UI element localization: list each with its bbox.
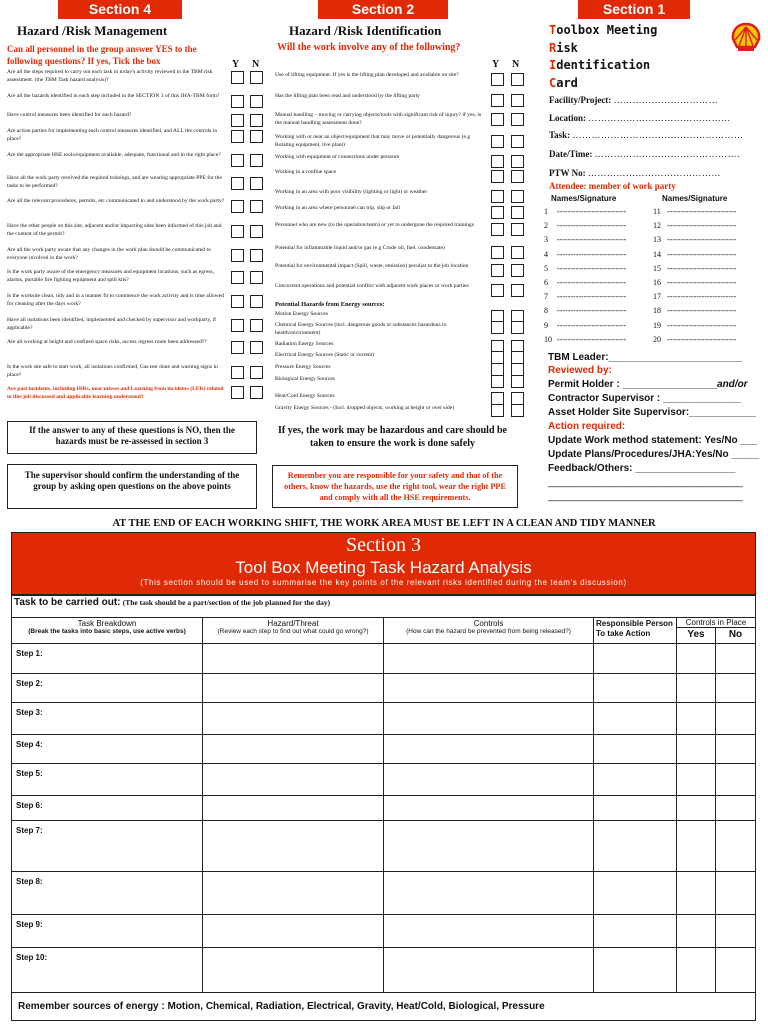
- s4-question-7: Are all the relevant procedures, permits, etc communicated to and understood by the work party?: [7, 198, 225, 204]
- step-4-yes-cell[interactable]: [677, 735, 716, 764]
- col-no-label: No: [728, 629, 743, 640]
- step-7-responsible-cell[interactable]: [594, 821, 677, 872]
- step-9-yes-cell[interactable]: [677, 915, 716, 948]
- step-label-9: Step 9:: [12, 915, 203, 948]
- task-label: Task to be carried out:: [14, 597, 121, 608]
- s4-yes-checkbox-1[interactable]: [231, 71, 244, 84]
- s4-no-checkbox-10[interactable]: [250, 271, 263, 284]
- s2-no-checkbox-11[interactable]: [511, 264, 524, 277]
- s4-question-5: Are the appropriate HSE tools/equipment available, adequate, functional and in the right place?: [7, 152, 221, 158]
- step-4-hazard-cell[interactable]: [203, 735, 384, 764]
- step-7-no-cell[interactable]: [716, 821, 756, 872]
- field-dots: ……………………………………….: [594, 149, 740, 159]
- section3-title: Tool Box Meeting Task Hazard Analysis: [235, 558, 532, 577]
- step-5-responsible-cell[interactable]: [594, 764, 677, 796]
- step-9-controls-cell[interactable]: [384, 915, 594, 948]
- col-controls-in-place: [677, 618, 756, 644]
- field-ptw-no[interactable]: [549, 168, 721, 178]
- step-1-responsible-cell[interactable]: [594, 644, 677, 674]
- field-dots: ………………………………………………: [572, 130, 744, 140]
- feedback-line-1: ___________________________________: [548, 477, 743, 488]
- attendee-row-5[interactable]: 5 --------------------------: [544, 263, 627, 273]
- s2-question-3: Manual handling – moving or carrying objects/tools with significant risk of injury? if yes, is the manual handling assessment done?: [275, 112, 482, 126]
- field-dots: ………………………………………: [588, 113, 731, 123]
- s2-yes-checkbox-9[interactable]: [491, 223, 504, 236]
- section2-header: Section 2: [318, 0, 448, 19]
- card-title-line-2: isk: [556, 40, 578, 55]
- attendee-row-4[interactable]: 4 --------------------------: [544, 249, 627, 259]
- step-8-no-cell[interactable]: [716, 872, 756, 915]
- s4-no-checkbox-6[interactable]: [250, 177, 263, 190]
- s2-no-checkbox-4[interactable]: [511, 135, 524, 148]
- step-row: [12, 872, 756, 915]
- s4-question-12: Have all isolations been identified, implemented and checked by supervisor and workparty, if applicable?: [7, 317, 217, 331]
- col-controls: [384, 618, 594, 644]
- step-label-1: Step 1:: [12, 644, 203, 674]
- col-controls-in-place-label: Controls in Place: [677, 618, 755, 628]
- field-location[interactable]: [549, 113, 731, 123]
- step-8-controls-cell[interactable]: [384, 872, 594, 915]
- s4-yes-checkbox-8[interactable]: [231, 225, 244, 238]
- attendee-row-15[interactable]: 15 --------------------------: [653, 263, 737, 273]
- step-10-hazard-cell[interactable]: [203, 948, 384, 993]
- s4-no-checkbox-1[interactable]: [250, 71, 263, 84]
- attendee-row-1[interactable]: 1 --------------------------: [544, 207, 627, 216]
- step-2-responsible-cell[interactable]: [594, 674, 677, 703]
- step-5-no-cell[interactable]: [716, 764, 756, 796]
- step-10-no-cell[interactable]: [716, 948, 756, 993]
- step-row: [12, 764, 756, 796]
- field-label: Location:: [549, 113, 589, 123]
- s4-question-3: Have control measures been identified for each hazard?: [7, 112, 132, 118]
- step-1-hazard-cell[interactable]: [203, 644, 384, 674]
- step-6-hazard-cell[interactable]: [203, 796, 384, 821]
- s4-question-14: Is the work site safe to start work, all isolations confirmed, Gas test done and warning signs in place?: [7, 364, 218, 378]
- step-8-yes-cell[interactable]: [677, 872, 716, 915]
- s4-question-13: Are all working at height and confined space risks, access /egress route been addressed??: [7, 339, 207, 345]
- step-6-no-cell[interactable]: [716, 796, 756, 821]
- reviewed-by: Reviewed by:: [548, 365, 612, 376]
- s4-yes-checkbox-15[interactable]: [231, 386, 244, 399]
- s4-yes-checkbox-4[interactable]: [231, 130, 244, 143]
- s2-question-11: Potential for environmental impact (Spill, waste, emission) peculiar to the job location: [275, 263, 469, 269]
- step-7-hazard-cell[interactable]: [203, 821, 384, 872]
- step-5-yes-cell[interactable]: [677, 764, 716, 796]
- energy-yes-checkbox-8[interactable]: [491, 404, 504, 417]
- s4-yes-checkbox-11[interactable]: [231, 295, 244, 308]
- s4-no-checkbox-8[interactable]: [250, 225, 263, 238]
- col-hazard-label: Hazard/Threat: [267, 619, 319, 628]
- s2-question-8: Working in an area where personnel can trip, slip or fall: [275, 205, 400, 211]
- field-date-time[interactable]: [549, 149, 740, 159]
- step-2-yes-cell[interactable]: [677, 674, 716, 703]
- s2-yes-checkbox-10[interactable]: [491, 246, 504, 259]
- section4-n-label: N: [252, 59, 260, 70]
- s4-question-8: Have the other people on this site, adjacent and/or impacting sites been informed of this job and the content of the permit?: [7, 223, 222, 237]
- s2-yes-checkbox-2[interactable]: [491, 94, 504, 107]
- step-3-hazard-cell[interactable]: [203, 703, 384, 735]
- step-label-10: Step 10:: [12, 948, 203, 993]
- field-label: Task:: [549, 130, 573, 140]
- s2-no-checkbox-12[interactable]: [511, 284, 524, 297]
- s2-yes-checkbox-6[interactable]: [491, 170, 504, 183]
- field-dots: ……………………………: [613, 95, 719, 105]
- s2-yes-checkbox-1[interactable]: [491, 73, 504, 86]
- s2-no-checkbox-3[interactable]: [511, 113, 524, 126]
- energy-footer: Remember sources of energy : Motion, Chemical, Radiation, Electrical, Gravity, Heat/Cold, Biological, Pressure: [12, 993, 756, 1021]
- s2-yes-checkbox-12[interactable]: [491, 284, 504, 297]
- s4-no-checkbox-4[interactable]: [250, 130, 263, 143]
- attendee-row-13[interactable]: 13 --------------------------: [653, 235, 737, 245]
- step-2-no-cell[interactable]: [716, 674, 756, 703]
- s4-no-checkbox-11[interactable]: [250, 295, 263, 308]
- task-analysis-table: [11, 595, 756, 1021]
- s2-yes-checkbox-4[interactable]: [491, 135, 504, 148]
- s2-no-checkbox-10[interactable]: [511, 246, 524, 259]
- field-label: Date/Time:: [549, 149, 595, 159]
- step-7-yes-cell[interactable]: [677, 821, 716, 872]
- s2-no-checkbox-1[interactable]: [511, 73, 524, 86]
- col-task-breakdown-label: Task Breakdown: [77, 619, 137, 628]
- step-row: [12, 948, 756, 993]
- task-row: [12, 596, 756, 618]
- col-task-breakdown: [12, 618, 203, 644]
- step-7-controls-cell[interactable]: [384, 821, 594, 872]
- energy-no-checkbox-6[interactable]: [511, 375, 524, 388]
- field-label: Facility/Project:: [549, 95, 614, 105]
- step-label-5: Step 5:: [12, 764, 203, 796]
- step-8-responsible-cell[interactable]: [594, 872, 677, 915]
- update-plans: Update Plans/Procedures/JHA:Yes/No _____: [548, 449, 760, 460]
- step-4-responsible-cell[interactable]: [594, 735, 677, 764]
- s4-no-checkbox-13[interactable]: [250, 341, 263, 354]
- step-label-7: Step 7:: [12, 821, 203, 872]
- section3-banner: [11, 532, 756, 595]
- energy-item-6: Biological Energy Sources: [275, 376, 335, 382]
- step-label-4: Step 4:: [12, 735, 203, 764]
- s2-no-checkbox-8[interactable]: [511, 206, 524, 219]
- attendee-row-14[interactable]: 14 --------------------------: [653, 249, 737, 259]
- s2-yes-checkbox-11[interactable]: [491, 264, 504, 277]
- s2-question-4: Working with or near an object/equipment that may move or potentially dangerous (e.g Rotating equipment, live plant): [275, 134, 471, 148]
- s4-no-checkbox-5[interactable]: [250, 154, 263, 167]
- attendee-row-6[interactable]: 6 --------------------------: [544, 278, 627, 287]
- attendee-row-18[interactable]: 18 --------------------------: [653, 306, 737, 316]
- s4-yes-checkbox-13[interactable]: [231, 341, 244, 354]
- col-controls-label: Controls: [473, 619, 504, 628]
- step-1-controls-cell[interactable]: [384, 644, 594, 674]
- energy-item-5: Pressure Energy Sources: [275, 364, 331, 370]
- step-row: [12, 821, 756, 872]
- s4-question-6: Have all the work party received the required trainings, and are wearing appropriate PPE for the tasks to be performed?: [7, 175, 222, 189]
- s2-question-12: Concurrent operations and potential conflict with adjacent work places or work parties: [275, 283, 469, 289]
- s2-yes-checkbox-3[interactable]: [491, 113, 504, 126]
- task-note: (The task should be a part/section of the job planned for the day): [122, 598, 331, 607]
- s4-no-checkbox-7[interactable]: [250, 200, 263, 213]
- s4-yes-checkbox-12[interactable]: [231, 319, 244, 332]
- s2-yes-checkbox-7[interactable]: [491, 190, 504, 203]
- col-yes-label: Yes: [677, 628, 716, 643]
- asset-holder: Asset Holder Site Supervisor:____________: [548, 407, 756, 418]
- col-task-breakdown-note: (Break the tasks into basic steps, use active verbs): [28, 628, 186, 635]
- s2-no-checkbox-9[interactable]: [511, 223, 524, 236]
- step-10-responsible-cell[interactable]: [594, 948, 677, 993]
- attendee-row-20[interactable]: 20 --------------------------: [653, 334, 737, 344]
- energy-item-8: Gravity Energy Sources - (Incl. dropped objects, working at height or over side): [275, 405, 455, 411]
- energy-no-checkbox-2[interactable]: [511, 321, 524, 334]
- s4-question-9: Are all the work party aware that any changes in the work plan should be communicated to everyone involved in the work?: [7, 247, 211, 261]
- s2-yes-checkbox-5[interactable]: [491, 155, 504, 168]
- section4-supervisor-box: The supervisor should confirm the understanding of the group by asking open questions on the above points: [7, 464, 257, 509]
- s2-yes-checkbox-8[interactable]: [491, 206, 504, 219]
- s4-question-1: Are all the steps required to carry out each task in today's activity reviewed in the TBM risk assessment. (the TBM Task hazard analysis)?: [7, 69, 213, 83]
- section4-red-question: Are past incidents, including HiRs, near misses and Learning from incidents (LFIs) related to this job discussed and applicable learning understood?: [7, 386, 224, 400]
- field-dots: ……………………………………: [587, 168, 721, 178]
- feedback-line-2: ___________________________________: [548, 491, 743, 502]
- attendee-row-16[interactable]: 16 --------------------------: [653, 278, 737, 287]
- energy-heading: Potential Hazards from Energy sources:: [275, 301, 385, 308]
- action-required: Action required:: [548, 421, 626, 432]
- step-4-controls-cell[interactable]: [384, 735, 594, 764]
- shell-logo-icon: [729, 21, 763, 55]
- s2-no-checkbox-6[interactable]: [511, 170, 524, 183]
- step-8-hazard-cell[interactable]: [203, 872, 384, 915]
- s2-question-6: Working in a confine space: [275, 169, 337, 175]
- permit-holder-label: Permit Holder : _________________: [548, 379, 718, 390]
- s2-no-checkbox-5[interactable]: [511, 155, 524, 168]
- energy-item-3: Radiation Energy Sources: [275, 341, 334, 347]
- section2-n-label: N: [512, 59, 520, 70]
- step-label-2: Step 2:: [12, 674, 203, 703]
- section2-intro: Will the work involve any of the following?: [277, 42, 461, 53]
- s2-question-10: Potential for inflammable liquid and/or gas (e.g Crude oil, fuel, condensate): [275, 245, 445, 251]
- energy-item-2: Chemical Energy Sources (incl. dangerous goods or substances hazardous to health/environment): [275, 322, 447, 336]
- section3-header: Section 3: [346, 534, 421, 556]
- step-row: [12, 703, 756, 735]
- card-title-line-1: oolbox Meeting: [556, 23, 658, 37]
- step-9-responsible-cell[interactable]: [594, 915, 677, 948]
- section3-subtitle: (This section should be used to summarise the key points of the relevant risks identified during the team's discussion): [140, 578, 627, 587]
- section4-title: Hazard /Risk Management: [17, 23, 168, 38]
- attendee-row-19[interactable]: 19 --------------------------: [653, 320, 737, 330]
- s2-no-checkbox-7[interactable]: [511, 190, 524, 203]
- step-label-3: Step 3:: [12, 703, 203, 735]
- step-6-yes-cell[interactable]: [677, 796, 716, 821]
- s4-no-checkbox-15[interactable]: [250, 386, 263, 399]
- attendee-row-11[interactable]: 11 --------------------------: [653, 207, 737, 216]
- energy-item-4: Electrical Energy Sources (Static or current): [275, 352, 375, 358]
- s4-no-checkbox-2[interactable]: [250, 95, 263, 108]
- section2-remember-box: Remember you are responsible for your safety and that of the others, know the hazards, use the right tool, wear the right PPE and comply with all the HSE requirements.: [272, 465, 518, 508]
- s4-question-4: Are action parties for implementing each control measures identified, and ALL the controls in place?: [7, 128, 218, 142]
- s4-yes-checkbox-6[interactable]: [231, 177, 244, 190]
- s4-yes-checkbox-10[interactable]: [231, 271, 244, 284]
- feedback: Feedback/Others: __________________: [548, 463, 736, 474]
- step-9-hazard-cell[interactable]: [203, 915, 384, 948]
- end-of-shift-note: AT THE END OF EACH WORKING SHIFT, THE WORK AREA MUST BE LEFT IN A CLEAN AND TIDY MANNER: [112, 518, 656, 529]
- s4-yes-checkbox-9[interactable]: [231, 249, 244, 262]
- step-4-no-cell[interactable]: [716, 735, 756, 764]
- section4-header: Section 4: [58, 0, 182, 19]
- s4-yes-checkbox-7[interactable]: [231, 200, 244, 213]
- attendee-row-17[interactable]: 17 --------------------------: [653, 292, 737, 302]
- step-3-controls-cell[interactable]: [384, 703, 594, 735]
- names-header-right: Names/Signature: [662, 194, 728, 203]
- s4-no-checkbox-3[interactable]: [250, 114, 263, 127]
- section4-no-box: If the answer to any of these questions is NO, then the hazards must be re-assessed in section 3: [7, 421, 257, 454]
- s4-question-10: Is the work party aware of the emergency measures and equipment locations, such as egress, alarms, portable fire fighting equipment and spill kits?: [7, 269, 215, 283]
- attendee-row-12[interactable]: 12 --------------------------: [653, 221, 737, 231]
- step-row: [12, 915, 756, 948]
- section2-title: Hazard /Risk Identification: [289, 23, 442, 38]
- attendee-row-9[interactable]: 9 --------------------------: [544, 320, 627, 330]
- s2-no-checkbox-2[interactable]: [511, 94, 524, 107]
- step-row: [12, 796, 756, 821]
- energy-yes-checkbox-2[interactable]: [491, 321, 504, 334]
- card-title-line-3: dentification: [556, 58, 651, 72]
- s4-yes-checkbox-2[interactable]: [231, 95, 244, 108]
- s2-question-9: Personnel who are new (to the operation/team) or yet to undergone the required trainings: [275, 222, 474, 228]
- contractor-supervisor: Contractor Supervisor : ______________: [548, 393, 741, 404]
- card-title-line-4: ard: [556, 75, 578, 90]
- step-1-no-cell[interactable]: [716, 644, 756, 674]
- step-label-8: Step 8:: [12, 872, 203, 915]
- attendee-row-8[interactable]: 8 --------------------------: [544, 306, 627, 316]
- s4-no-checkbox-9[interactable]: [250, 249, 263, 262]
- andor-label: and/or: [717, 379, 748, 390]
- attendee-row-3[interactable]: 3 --------------------------: [544, 235, 627, 245]
- step-3-yes-cell[interactable]: [677, 703, 716, 735]
- col-responsible: Responsible Person To take Action: [594, 618, 677, 644]
- card-title: Toolbox Meeting Risk Identification Card: [549, 23, 658, 90]
- s4-no-checkbox-14[interactable]: [250, 366, 263, 379]
- step-2-hazard-cell[interactable]: [203, 674, 384, 703]
- step-row: [12, 674, 756, 703]
- field-task[interactable]: [549, 130, 743, 140]
- s2-question-7: Working in an area with poor visibility (lighting or light) or weather: [275, 189, 428, 195]
- section2-y-label: Y: [492, 59, 500, 70]
- energy-no-checkbox-8[interactable]: [511, 404, 524, 417]
- s4-yes-checkbox-5[interactable]: [231, 154, 244, 167]
- s4-yes-checkbox-14[interactable]: [231, 366, 244, 379]
- step-3-no-cell[interactable]: [716, 703, 756, 735]
- s4-yes-checkbox-3[interactable]: [231, 114, 244, 127]
- tbm-leader: TBM Leader:________________________: [548, 352, 743, 363]
- attendee-row-2[interactable]: 2 --------------------------: [544, 221, 627, 231]
- attendee-row-10[interactable]: 10 --------------------------: [544, 334, 627, 344]
- field-label: PTW No:: [549, 168, 588, 178]
- attendee-heading: Attendee: member of work party: [549, 181, 676, 191]
- s4-question-2: Are all the hazards identified in each step included in the SECTION 3 of this JHA-TBM form?: [7, 93, 220, 99]
- col-hazard-note: (Review each step to find out what could go wrong?): [217, 628, 369, 635]
- step-row: [12, 735, 756, 764]
- s4-no-checkbox-12[interactable]: [250, 319, 263, 332]
- names-header-left: Names/Signature: [551, 194, 617, 203]
- section2-hazard-note: If yes, the work may be hazardous and care should be taken to ensure the work is done safely: [278, 425, 507, 449]
- section1-header: Section 1: [578, 0, 690, 19]
- step-1-yes-cell[interactable]: [677, 644, 716, 674]
- step-2-controls-cell[interactable]: [384, 674, 594, 703]
- col-controls-note: (How can the hazard be prevented from being released?): [406, 628, 571, 635]
- step-label-6: Step 6:: [12, 796, 203, 821]
- update-work: Update Work method statement: Yes/No ___: [548, 435, 758, 446]
- energy-yes-checkbox-6[interactable]: [491, 375, 504, 388]
- energy-item-1: Motion Energy Sources: [275, 311, 329, 317]
- step-5-controls-cell[interactable]: [384, 764, 594, 796]
- attendee-row-7[interactable]: 7 --------------------------: [544, 292, 627, 302]
- step-6-controls-cell[interactable]: [384, 796, 594, 821]
- step-9-no-cell[interactable]: [716, 915, 756, 948]
- field-facility-project[interactable]: [549, 95, 718, 105]
- s4-question-11: Is the worksite clean, tidy and in a manner fit to commence the work activity and is time allowed for cleaning after the days work?: [7, 293, 225, 307]
- step-6-responsible-cell[interactable]: [594, 796, 677, 821]
- energy-item-7: Heat/Cold Energy Sources: [275, 393, 335, 399]
- step-5-hazard-cell[interactable]: [203, 764, 384, 796]
- s2-question-5: Working with equipment or connections under pressure: [275, 154, 400, 160]
- col-hazard: [203, 618, 384, 644]
- section4-y-label: Y: [232, 59, 240, 70]
- step-3-responsible-cell[interactable]: [594, 703, 677, 735]
- step-10-controls-cell[interactable]: [384, 948, 594, 993]
- step-10-yes-cell[interactable]: [677, 948, 716, 993]
- permit-holder: [548, 379, 748, 390]
- s2-question-1: Use of lifting equipment. If yes is the lifting plan developed and available on site?: [275, 72, 459, 78]
- step-row: [12, 644, 756, 674]
- section4-intro: Can all personnel in the group answer YES to the following questions? If yes, Tick the box: [7, 44, 197, 66]
- s2-question-2: Has the lifting plan been read and understood by the lifting party: [275, 93, 420, 99]
